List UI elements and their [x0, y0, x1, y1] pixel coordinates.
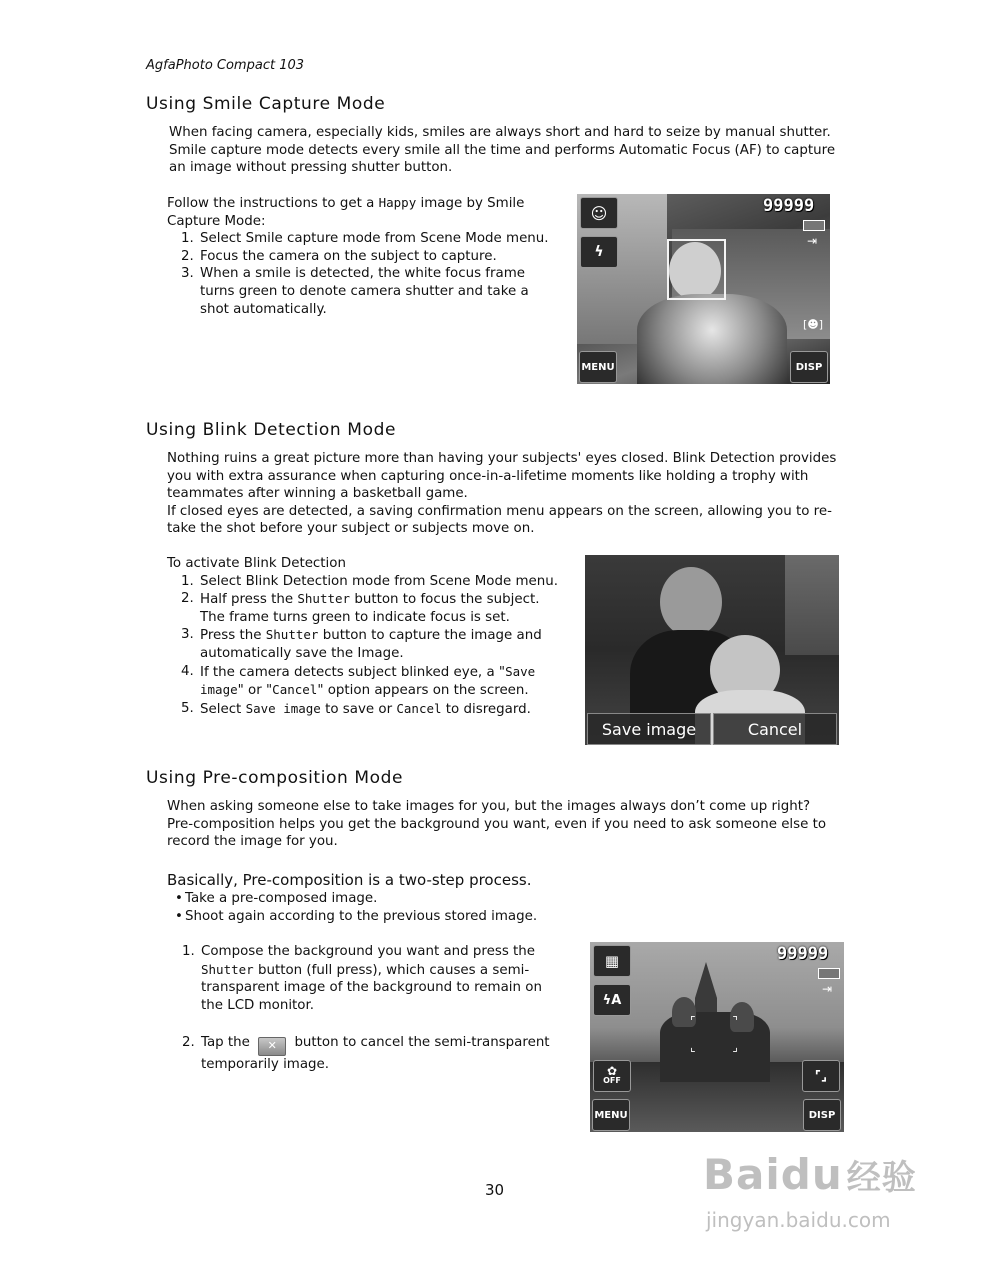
list-item: 2. Tap the ✕ button to cancel the semi-transparent temporarily image.: [182, 1035, 550, 1072]
macro-off-label: OFF: [603, 1076, 621, 1085]
bracket-icon: ⌟: [732, 1040, 738, 1054]
precomp-steps: [168, 943, 568, 1014]
list-item: 4. If the camera detects subject blinked eye, a "Save image" or "Cancel" option appears on the screen.: [181, 663, 536, 699]
precomp-step-list: [168, 943, 568, 1014]
step-text: " or ": [237, 683, 273, 699]
step-text: Select Blink Detection mode from Scene Mode menu.: [200, 573, 558, 589]
smile-follow-post: image by Smile: [420, 196, 525, 211]
precomp-body: [167, 798, 849, 851]
blink-steps: [167, 573, 567, 719]
shots-remaining: 99999: [777, 944, 829, 964]
precomp-bullets: [167, 890, 587, 925]
step-text: button to focus the subject. The frame turns green to indicate focus is set.: [200, 592, 540, 625]
list-item: 5. Select Save image to save or Cancel to disregard.: [181, 700, 531, 717]
document-header: AgfaPhoto Compact 103: [146, 58, 305, 73]
smile-follow-pre: Follow the instructions to get a: [167, 196, 375, 211]
watermark-url: jingyan.baidu.com: [706, 1208, 891, 1232]
smile-camera-screenshot: [577, 194, 830, 384]
step-text: Compose the background you want and press the: [201, 944, 536, 959]
smile-steps: [167, 230, 562, 318]
watermark-cn-text: 经验: [846, 1158, 917, 1198]
flowers: [637, 294, 787, 384]
step-text: Tap the: [201, 1035, 250, 1050]
focus-area-icon[interactable]: ⌜⌟: [802, 1060, 840, 1092]
watermark-brand-text: Baidu: [703, 1150, 843, 1199]
step-text: Press the: [200, 628, 262, 644]
step-keyword: Shutter: [265, 627, 319, 643]
bracket-icon: ⌝: [732, 1014, 738, 1028]
step-keyword: Save image: [245, 700, 321, 716]
cancel-button[interactable]: Cancel: [713, 713, 837, 745]
focus-brackets: [690, 1014, 738, 1054]
step-keyword: Shutter: [201, 961, 254, 977]
list-item: 3. When a smile is detected, the white focus frame turns green to denote camera shutter and take a shot automatically.: [181, 266, 529, 317]
watermark-brand: [703, 1150, 917, 1199]
smile-mode-icon[interactable]: ☺: [580, 197, 618, 229]
disp-button[interactable]: DISP: [803, 1099, 841, 1131]
disp-button[interactable]: DISP: [790, 351, 828, 383]
blink-activate: To activate Blink Detection: [167, 556, 346, 571]
bullet-text: Take a pre-composed image.: [185, 891, 378, 906]
blink-para2: If closed eyes are detected, a saving confirmation menu appears on the screen, allowing you to re-take the shot before your subject or subjects move on.: [167, 503, 832, 537]
blink-body: [167, 450, 849, 538]
blink-para1: Nothing ruins a great picture more than having your subjects' eyes closed. Blink Detection provides you with extra assurance when capturing once-in-a-lifetime moments like holding a trophy with teammates after winning a basketball game.: [167, 451, 837, 502]
cancel-overlay-icon: ✕: [258, 1037, 286, 1056]
list-item: 2. Focus the camera on the subject to capture.: [181, 248, 497, 264]
focus-frame: [667, 239, 726, 300]
step-text: Select: [200, 701, 242, 717]
smile-follow-line2: Capture Mode:: [167, 213, 266, 229]
flash-auto-icon[interactable]: ϟA: [593, 984, 631, 1016]
step-text: button to cancel the semi-transparent temporarily image.: [201, 1035, 550, 1072]
step-text: to save or: [325, 701, 393, 717]
step-keyword: Shutter: [297, 591, 351, 607]
blink-heading: Using Blink Detection Mode: [146, 420, 397, 440]
step-text: Select Smile capture mode from Scene Mode menu.: [200, 231, 549, 247]
blink-camera-screenshot: [585, 555, 839, 745]
menu-button[interactable]: MENU: [592, 1099, 630, 1131]
precomp-step-list-2: [168, 1034, 568, 1074]
list-item: • Take a pre-composed image.: [175, 891, 378, 906]
smile-instructions: [167, 194, 562, 318]
smile-heading: Using Smile Capture Mode: [146, 94, 386, 114]
macro-off-icon[interactable]: [593, 1060, 631, 1092]
background-cabinet: [785, 555, 839, 655]
step-text: Half press the: [200, 592, 294, 608]
face-detect-icon: [☻]: [803, 318, 824, 331]
menu-button[interactable]: MENU: [579, 351, 617, 383]
bracket-icon: ⌞: [690, 1040, 696, 1054]
page-number: 30: [484, 1181, 505, 1199]
list-item: • Shoot again according to the previous stored image.: [175, 908, 538, 924]
step-text: to disregard.: [445, 701, 531, 717]
storage-icon: ⇥: [807, 234, 818, 248]
step-text: Focus the camera on the subject to capture.: [200, 248, 497, 264]
smile-intro: When facing camera, especially kids, smiles are always short and hard to seize by manual shutter. Smile capture mode detects every smile all the time and performs Automatic Focus (AF) to capture an image without pressing shutter button.: [169, 125, 836, 176]
list-item: 1. Select Blink Detection mode from Scene Mode menu.: [181, 573, 558, 589]
list-item: 3. Press the Shutter button to capture the image and automatically save the Image.: [181, 627, 542, 661]
precomp-para1: When asking someone else to take images for you, but the images always don’t come up right?: [167, 799, 811, 814]
precomp-step2: [168, 1034, 568, 1074]
list-item: 2. Half press the Shutter button to focus the subject. The frame turns green to indicate focus is set.: [181, 591, 540, 625]
step-text: button to capture the image and automatically save the Image.: [200, 628, 542, 661]
step-text: If the camera detects subject blinked eye, a ": [200, 664, 506, 680]
smile-follow-line: [167, 194, 562, 213]
child-face: [660, 567, 722, 637]
bullet-text: Shoot again according to the previous stored image.: [185, 908, 538, 924]
list-item: 1. Select Smile capture mode from Scene Mode menu.: [181, 231, 549, 247]
flash-off-icon[interactable]: ϟ: [580, 236, 618, 268]
battery-icon: [818, 968, 840, 979]
storage-icon: ⇥: [822, 982, 833, 996]
precomp-mode-icon[interactable]: ▦: [593, 945, 631, 977]
precomp-para2: Pre-composition helps you get the background you want, even if you need to ask someone else to record the image for you.: [167, 816, 827, 850]
macro-icon: ✿: [606, 1064, 618, 1078]
list-item: 1. Compose the background you want and press the Shutter button (full press), which causes a semi-transparent image of the background to remain on the LCD monitor.: [182, 944, 542, 1013]
save-image-button[interactable]: Save image: [587, 713, 711, 745]
precomp-heading: Using Pre-composition Mode: [146, 768, 404, 788]
bracket-icon: ⌜: [690, 1014, 696, 1028]
precomp-basic: Basically, Pre-composition is a two-step process.: [167, 871, 532, 889]
precomp-camera-screenshot: [590, 942, 844, 1132]
blink-instructions: [167, 555, 567, 718]
step-keyword: Cancel: [272, 682, 318, 698]
step-text: When a smile is detected, the white focus frame turns green to denote camera shutter and take a shot automatically.: [200, 266, 529, 317]
step-keyword: Cancel: [396, 700, 442, 716]
shots-remaining: 99999: [763, 196, 815, 216]
smile-follow-keyword: Happy: [378, 195, 417, 210]
step-keyword: Save image: [200, 663, 536, 698]
step-text: button (full press), which causes a semi-transparent image of the background to remain on the LCD monitor.: [201, 962, 542, 1013]
battery-icon: [803, 220, 825, 231]
step-text: " option appears on the screen.: [317, 683, 529, 699]
